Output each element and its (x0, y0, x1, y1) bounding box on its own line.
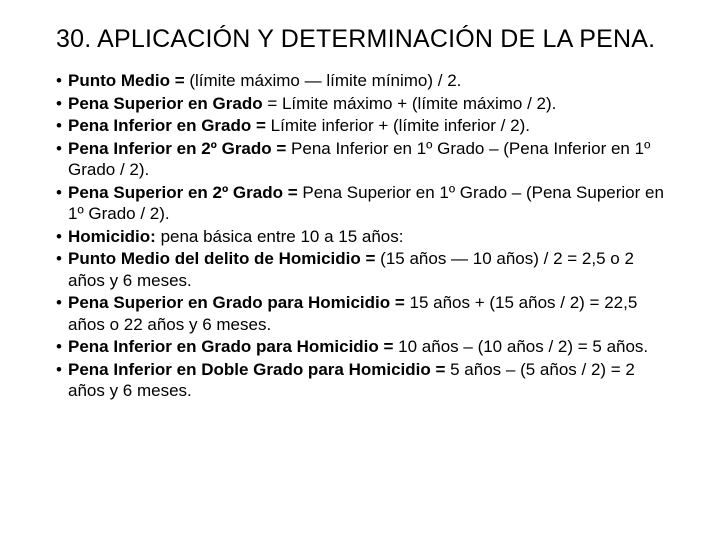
bullet-dot: • (56, 116, 62, 135)
bullet-text: Pena Inferior en 1º Grado – (Pena Inferior en 1º Grado / 2). (68, 138, 651, 179)
bullet-text: pena básica entre 10 a 15 años: (160, 226, 404, 246)
bullet-text: Pena Superior en 1º Grado – (Pena Superior en 1º Grado / 2). (68, 182, 664, 223)
bullet-dot: • (56, 337, 62, 356)
bullet-lead: Pena Superior en Grado (68, 93, 268, 113)
bullet-item (56, 182, 666, 225)
bullet-text: Límite inferior + (límite inferior / 2). (270, 116, 530, 135)
bullet-item (56, 93, 666, 115)
bullet-lead: Pena Inferior en Grado para Homicidio = (68, 337, 399, 356)
bullet-text: (límite máximo — límite mínimo) / 2. (189, 71, 462, 90)
bullet-dot: • (56, 138, 62, 158)
bullet-item (56, 138, 666, 181)
slide-title: 30. APLICACIÓN Y DETERMINACIÓN DE LA PENA. (56, 25, 656, 53)
bullet-text: (15 años — 10 años) / 2 = 2,5 o 2 años y 6 meses. (68, 249, 634, 290)
bullet-lead: Pena Superior en 2º Grado = (68, 182, 303, 202)
bullet-item (56, 226, 666, 248)
bullet-text: 15 años + (15 años / 2) = 22,5 años o 22 años y 6 meses. (68, 293, 638, 334)
bullet-lead: Punto Medio del delito de Homicidio = (68, 249, 381, 268)
bullet-item (56, 336, 666, 358)
bullet-item (56, 359, 666, 402)
bullet-lead: Pena Inferior en Doble Grado para Homicidio = (68, 359, 451, 379)
bullet-text: = Límite máximo + (límite máximo / 2). (267, 93, 557, 113)
bullet-lead: Punto Medio = (68, 71, 190, 90)
bullet-item (56, 115, 666, 137)
bullet-dot: • (56, 71, 62, 90)
bullet-dot: • (56, 359, 62, 379)
bullet-text: 10 años – (10 años / 2) = 5 años. (398, 337, 649, 356)
bullet-dot: • (56, 249, 62, 268)
bullet-item (56, 248, 666, 291)
bullet-lead: Pena Superior en Grado para Homicidio = (68, 293, 410, 312)
bullet-dot: • (56, 182, 62, 202)
bullet-dot: • (56, 226, 62, 246)
bullet-lead: Homicidio: (68, 226, 161, 246)
bullet-text: 5 años – (5 años / 2) = 2 años y 6 meses. (68, 359, 635, 400)
bullet-list (56, 70, 666, 403)
bullet-lead: Pena Inferior en 2º Grado = (68, 138, 292, 158)
bullet-dot: • (56, 293, 62, 312)
bullet-lead: Pena Inferior en Grado = (68, 116, 271, 135)
bullet-item (56, 70, 666, 92)
bullet-dot: • (56, 93, 62, 113)
bullet-item (56, 292, 666, 335)
